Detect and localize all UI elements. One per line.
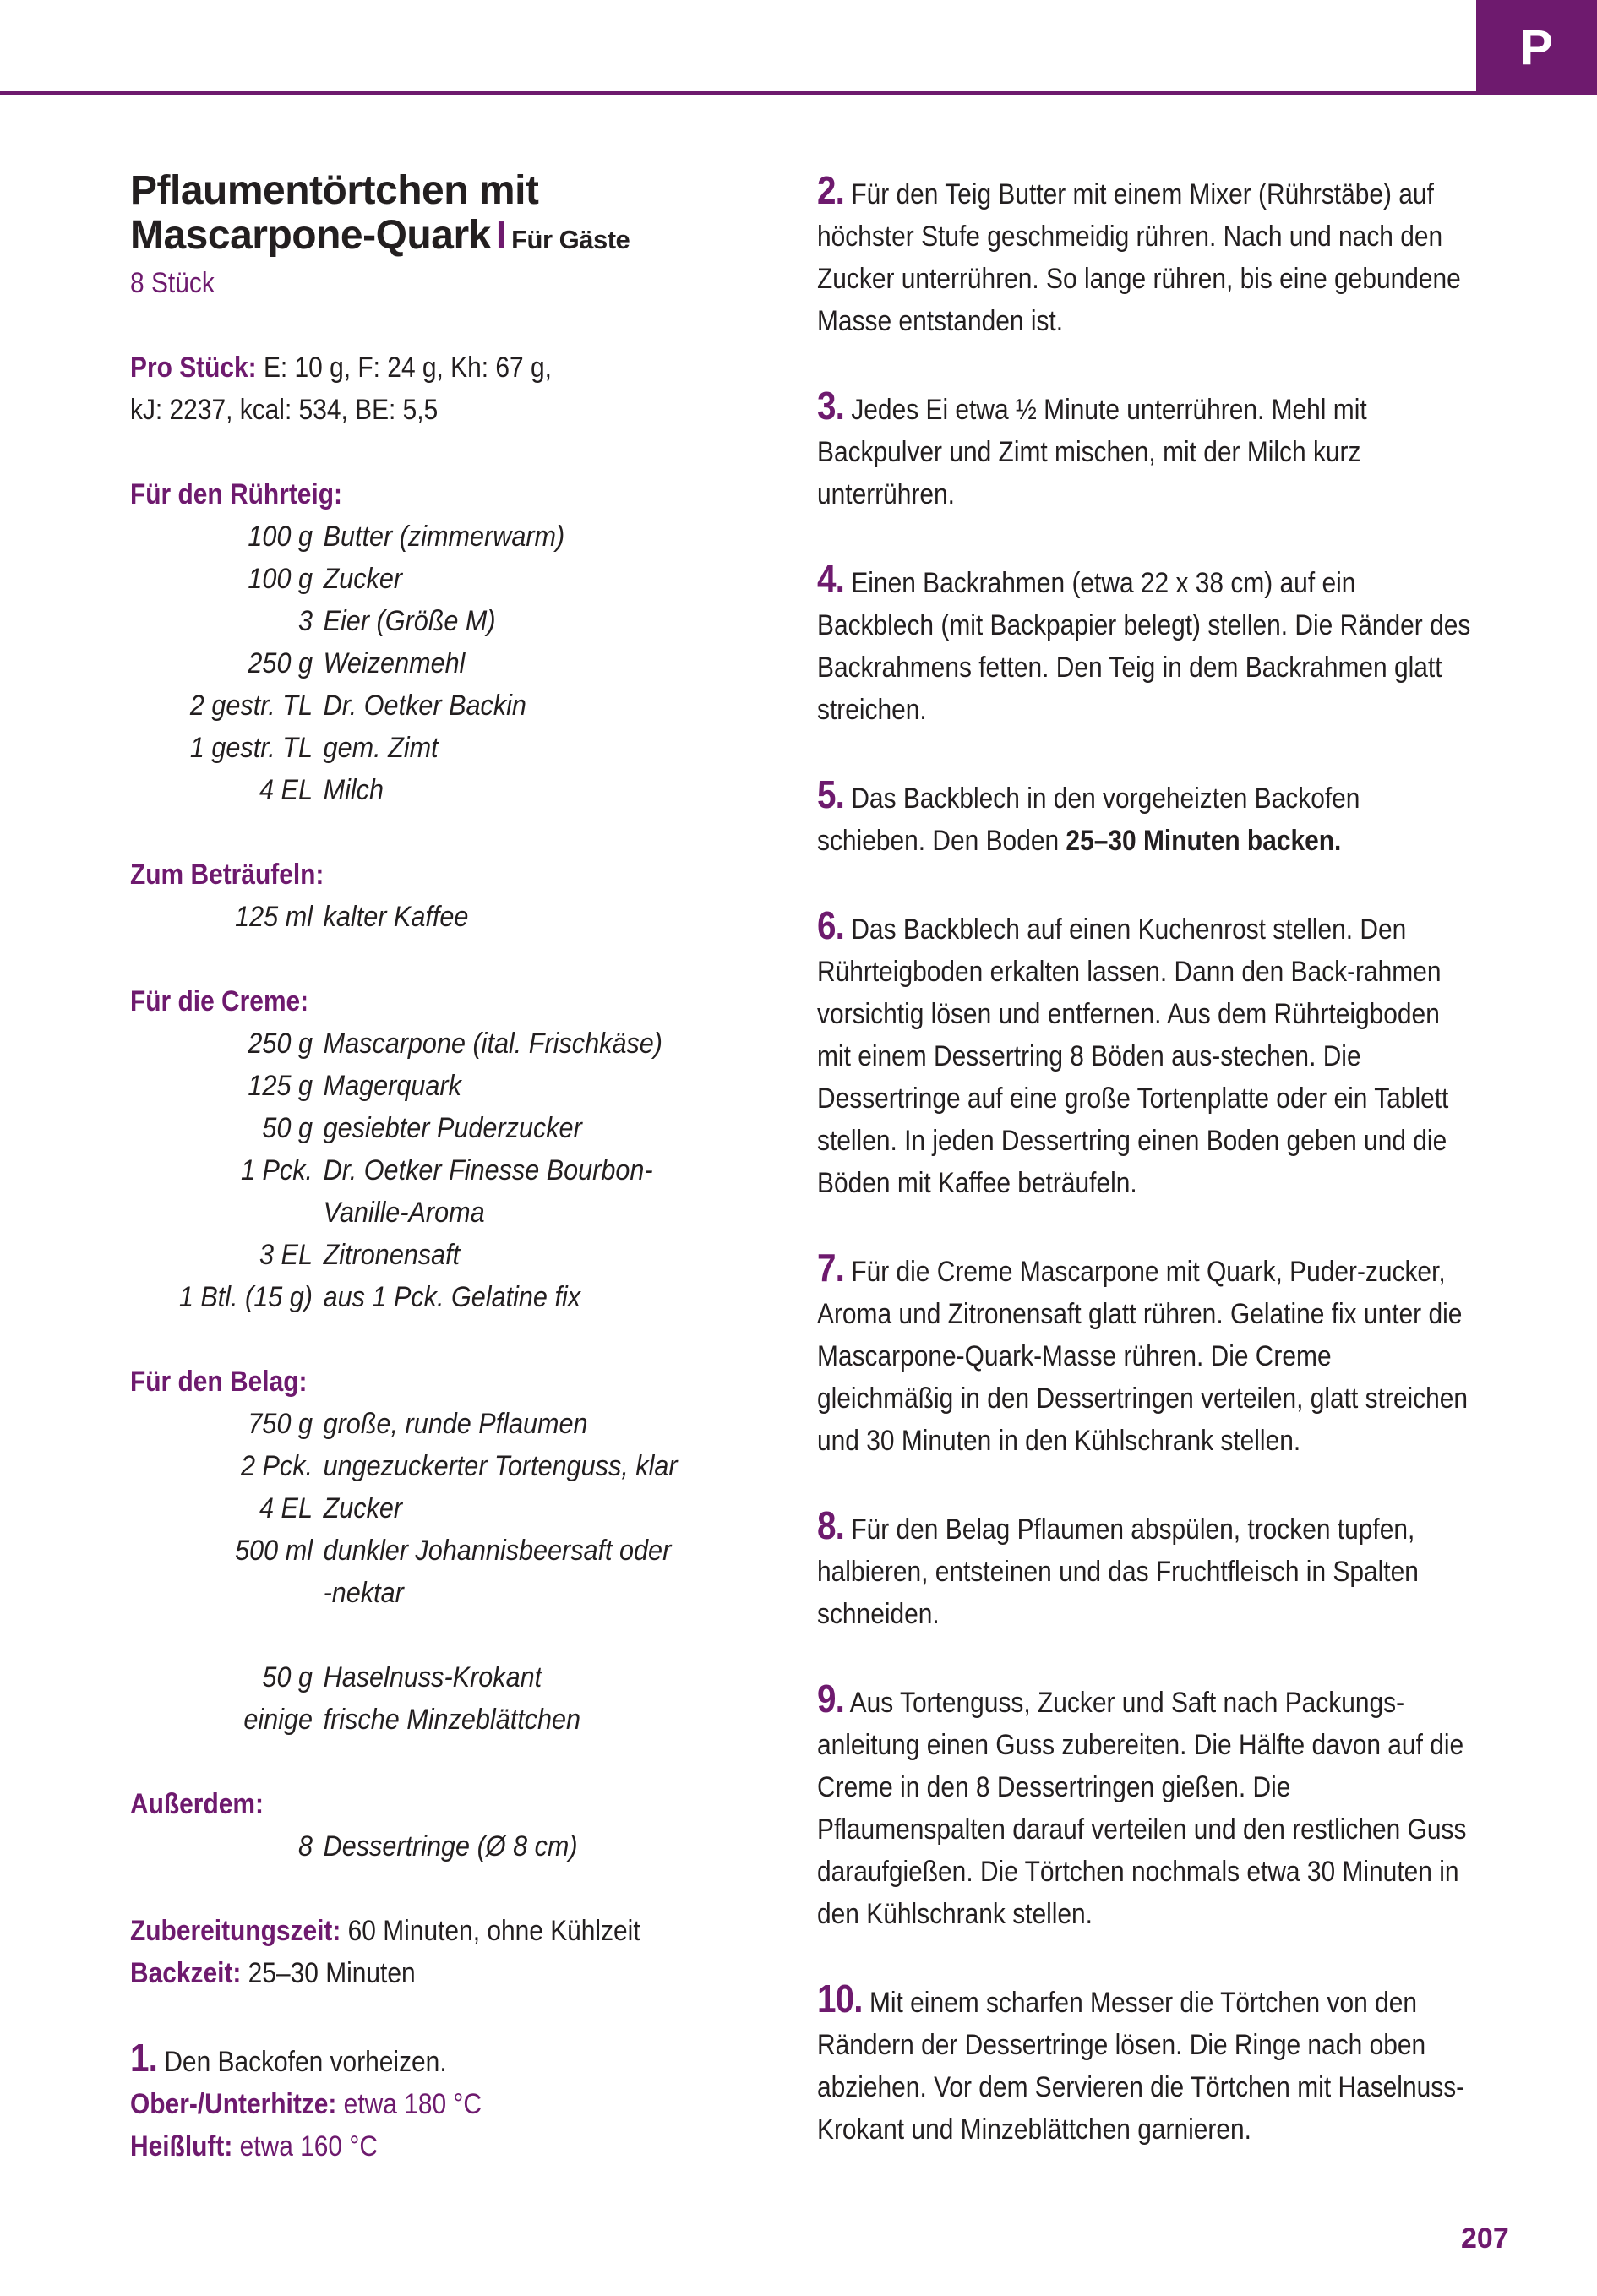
- bake-time: [130, 1952, 777, 1994]
- step-1: [130, 2037, 777, 2083]
- ingredient-row: [130, 1572, 780, 1614]
- step-text: Für den Teig Butter mit einem Mixer (Rührstäbe) auf höchster Stufe geschmeidig rühren. Nach und nach den Zucker unterrühren. So lange rühren, bis eine gebundene Masse entstanden ist.: [817, 178, 1461, 337]
- ingredient-quantity: 500 ml: [235, 1535, 313, 1567]
- steps-list: [817, 169, 1476, 2151]
- step-number: 3.: [817, 384, 845, 428]
- step-8: [817, 1504, 1473, 1635]
- ingredient-section-title: Zum Beträufeln:: [130, 859, 324, 891]
- ingredient-name: Dr. Oetker Finesse Bourbon-: [323, 1154, 653, 1186]
- ingredient-row: [130, 1699, 780, 1741]
- ingredient-row: [130, 684, 780, 727]
- nutrition-line1: E: 10 g, F: 24 g, Kh: 67 g,: [263, 352, 552, 384]
- step-number: 1.: [130, 2036, 158, 2080]
- chapter-tab: [1476, 0, 1597, 95]
- recipe-title: [130, 169, 781, 262]
- ingredient-quantity: 4 EL: [259, 1492, 313, 1524]
- step-9: [817, 1677, 1473, 1935]
- prep-time-label: Zubereitungszeit:: [130, 1915, 341, 1947]
- ingredient-row: [130, 1825, 780, 1868]
- step-text: Jedes Ei etwa ½ Minute unterrühren. Mehl mit Backpulver und Zimt mischen, mit der Milch kurz unterrühren.: [817, 394, 1367, 510]
- step-text: Den Backofen vorheizen.: [164, 2046, 447, 2078]
- ingredient-name: Zitronensaft: [323, 1239, 461, 1271]
- ingredient-name: Butter (zimmerwarm): [323, 521, 565, 553]
- step-number: 6.: [817, 903, 845, 947]
- ingredient-row: [130, 1276, 780, 1318]
- ingredient-quantity: 2 Pck.: [240, 1450, 313, 1482]
- nutrition-info: [130, 346, 777, 431]
- step-text: Mit einem scharfen Messer die Törtchen von den Rändern der Dessertringe lösen. Die Ringe nach oben abziehen. Vor dem Servieren die Törtchen mit Haselnuss-Krokant und Minzeblättchen garnieren.: [817, 1987, 1465, 2146]
- ingredient-quantity: 100 g: [248, 521, 313, 553]
- ingredient-quantity: 100 g: [248, 563, 313, 595]
- oven1-label: Ober-/Unterhitze:: [130, 2088, 337, 2120]
- ingredient-row: [130, 1192, 780, 1234]
- step-text: Aus Tortenguss, Zucker und Saft nach Packungs-anleitung einen Guss zubereiten. Die Hälfte davon auf die Creme in den 8 Dessertringen gießen. Die Pflaumenspalten darauf verteilen und den restlichen Guss daraufgießen. Die Törtchen nochmals etwa 30 Minuten in den Kühlschrank stellen.: [817, 1687, 1467, 1930]
- step-text: Das Backblech in den vorgeheizten Backofen schieben. Den Boden: [817, 783, 1360, 857]
- step-10: [817, 1977, 1473, 2151]
- oven-setting-fan: [130, 2125, 777, 2168]
- chapter-letter: P: [1520, 19, 1553, 75]
- ingredient-quantity: 50 g: [262, 1112, 313, 1144]
- page-number: 207: [1461, 2222, 1509, 2255]
- ingredient-name: Milch: [323, 774, 384, 806]
- ingredient-quantity: 125 ml: [235, 901, 313, 933]
- bake-time-value: 25–30 Minuten: [248, 1957, 416, 1989]
- ingredient-name: Magerquark: [323, 1070, 461, 1102]
- ingredient-quantity: einige: [243, 1704, 313, 1736]
- ingredient-row: [130, 600, 780, 642]
- step-number: 7.: [817, 1246, 845, 1290]
- ingredient-row: [130, 515, 780, 558]
- ingredient-row: [130, 727, 780, 769]
- ingredient-quantity: 1 gestr. TL: [189, 732, 313, 764]
- ingredient-row: [130, 1445, 780, 1487]
- ingredient-quantity: 1 Btl. (15 g): [178, 1281, 313, 1313]
- ingredient-name: Zucker: [323, 563, 403, 595]
- ingredient-quantity: 4 EL: [259, 774, 313, 806]
- ingredient-name: Dessertringe (Ø 8 cm): [323, 1830, 578, 1862]
- step-7: [817, 1246, 1473, 1462]
- ingredient-name: [324, 1614, 781, 1656]
- title-separator: I: [495, 213, 507, 257]
- ingredient-name: dunkler Johannisbeersaft oder: [323, 1535, 672, 1567]
- ingredient-name: Eier (Größe M): [323, 605, 496, 637]
- ingredient-row: [130, 1487, 780, 1530]
- ingredient-quantity: [130, 1572, 324, 1614]
- ingredient-name: Dr. Oetker Backin: [323, 690, 526, 722]
- ingredient-sections: [130, 431, 781, 1868]
- ingredient-section-title: Außerdem:: [130, 1788, 264, 1820]
- step-number: 8.: [817, 1503, 845, 1547]
- ingredient-row: [130, 558, 780, 600]
- oven1-value: etwa 180 °C: [343, 2088, 482, 2120]
- step-4: [817, 558, 1473, 731]
- step-6: [817, 904, 1473, 1204]
- ingredient-section-title: Für den Rührteig:: [130, 478, 342, 510]
- ingredient-row: [130, 1065, 780, 1107]
- ingredient-row: [130, 1149, 780, 1192]
- step-3: [817, 384, 1473, 515]
- ingredient-name: gesiebter Puderzucker: [323, 1112, 582, 1144]
- ingredient-row: [130, 1403, 780, 1445]
- oven2-label: Heißluft:: [130, 2130, 233, 2162]
- ingredient-quantity: 750 g: [248, 1408, 313, 1440]
- ingredient-quantity: 250 g: [248, 1028, 313, 1060]
- ingredient-name: Haselnuss-Krokant: [323, 1661, 542, 1693]
- bake-time-label: Backzeit:: [130, 1957, 242, 1989]
- left-column: [130, 169, 781, 2168]
- ingredient-name: ungezuckerter Tortenguss, klar: [323, 1450, 678, 1482]
- ingredient-row: [130, 1023, 780, 1065]
- step-number: 5.: [817, 772, 845, 816]
- oven-setting-conventional: [130, 2083, 777, 2125]
- ingredient-name: Zucker: [323, 1492, 403, 1524]
- ingredient-name: Mascarpone (ital. Frischkäse): [323, 1028, 662, 1060]
- ingredient-row: [130, 1656, 780, 1699]
- title-line2: Mascarpone-Quark: [130, 213, 491, 258]
- step-text: Einen Backrahmen (etwa 22 x 38 cm) auf ein Backblech (mit Backpapier belegt) stellen. Die Ränder des Backrahmens fetten. Den Teig in dem Backrahmen glatt streichen.: [817, 567, 1471, 726]
- ingredient-row: [130, 1234, 780, 1276]
- oven2-value: etwa 160 °C: [239, 2130, 378, 2162]
- ingredient-quantity: [130, 1192, 324, 1234]
- step-number: 4.: [817, 557, 845, 601]
- recipe-category: Für Gäste: [511, 225, 630, 254]
- ingredient-quantity: 8: [297, 1830, 313, 1862]
- step-number: 9.: [817, 1677, 845, 1721]
- ingredient-row: [130, 642, 780, 684]
- ingredient-name: gem. Zimt: [323, 732, 439, 764]
- ingredient-name: große, runde Pflaumen: [323, 1408, 588, 1440]
- step-text: Für den Belag Pflaumen abspülen, trocken tupfen, halbieren, entsteinen und das Fruchtfleisch in Spalten schneiden.: [817, 1513, 1419, 1630]
- step-emphasis: 25–30 Minuten backen.: [1066, 825, 1342, 857]
- ingredient-name: Vanille-Aroma: [323, 1197, 485, 1229]
- ingredient-name: kalter Kaffee: [323, 901, 469, 933]
- ingredient-quantity: 3 EL: [259, 1239, 313, 1271]
- right-column: [817, 169, 1476, 2151]
- prep-time: [130, 1910, 777, 1952]
- ingredient-quantity: 250 g: [248, 647, 313, 679]
- ingredient-section-title: Für die Creme:: [130, 985, 309, 1017]
- step-number: 2.: [817, 168, 845, 212]
- step-text: Das Backblech auf einen Kuchenrost stellen. Den Rührteigboden erkalten lassen. Dann den Back-rahmen vorsichtig lösen und entfernen. Aus dem Rührteigboden mit einem Dessertring 8 Böden aus-stechen. Die Dessertringe auf eine große Tortenplatte oder ein Tablett stellen. In jeden Dessertring einen Boden geben und die Böden mit Kaffee beträufeln.: [817, 913, 1449, 1199]
- ingredient-section-title: Für den Belag:: [130, 1366, 308, 1398]
- ingredient-row: [130, 1614, 780, 1656]
- ingredient-row: [130, 769, 780, 811]
- ingredient-quantity: 125 g: [248, 1070, 313, 1102]
- ingredient-name: -nektar: [323, 1577, 404, 1609]
- recipe-yield: 8 Stück: [130, 267, 215, 299]
- ingredient-quantity: 1 Pck.: [240, 1154, 313, 1186]
- nutrition-label: Pro Stück:: [130, 352, 257, 384]
- step-text: Für die Creme Mascarpone mit Quark, Puder-zucker, Aroma und Zitronensaft glatt rühren. Gelatine fix unter die Mascarpone-Quark-Masse rühren. Die Creme gleichmäßig in den Dessertringen verteilen, glatt streichen und 30 Minuten in den Kühlschrank stellen.: [817, 1256, 1469, 1457]
- ingredient-quantity: 3: [297, 605, 313, 637]
- ingredient-name: aus 1 Pck. Gelatine fix: [323, 1281, 581, 1313]
- step-2: [817, 169, 1473, 342]
- ingredient-row: [130, 1530, 780, 1572]
- prep-time-value: 60 Minuten, ohne Kühlzeit: [347, 1915, 640, 1947]
- ingredient-quantity: [130, 1614, 324, 1656]
- nutrition-line2: kJ: 2237, kcal: 534, BE: 5,5: [130, 394, 439, 426]
- ingredient-name: Weizenmehl: [323, 647, 466, 679]
- step-5: [817, 773, 1473, 862]
- ingredient-name: frische Minzeblättchen: [323, 1704, 581, 1736]
- ingredient-quantity: 2 gestr. TL: [189, 690, 313, 722]
- step-number: 10.: [817, 1977, 863, 2021]
- header-rule: [0, 91, 1597, 95]
- title-line1: Pflaumentörtchen mit: [130, 168, 539, 213]
- ingredient-row: [130, 1107, 780, 1149]
- ingredient-row: [130, 896, 780, 938]
- ingredient-quantity: 50 g: [262, 1661, 313, 1693]
